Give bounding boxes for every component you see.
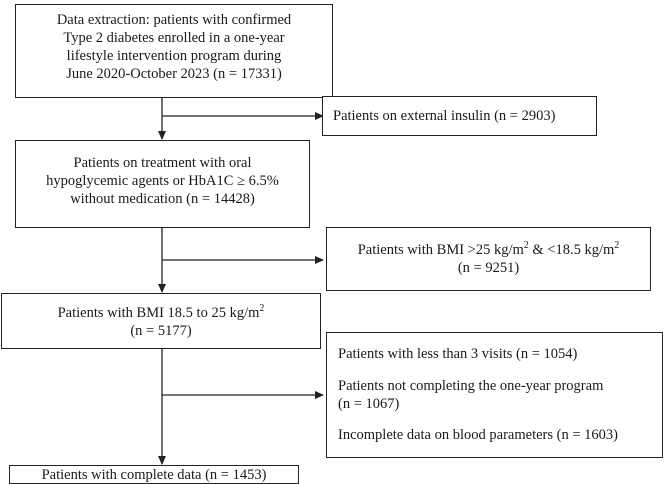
exclusion-external-insulin <box>322 96 597 136</box>
box1-line: June 2020-October 2023 (n = 17331) <box>66 66 282 82</box>
box1-line: lifestyle intervention program during <box>66 48 282 64</box>
exclusion-3-item: Incomplete data on blood parameters (n = 1603) <box>338 427 618 443</box>
exclusion-3-item: Patients not completing the one-year program <box>338 378 604 394</box>
box4-text: Patients with complete data (n = 1453) <box>41 467 267 483</box>
box1-line: Type 2 diabetes enrolled in a one-year <box>63 30 285 46</box>
box3-line-1: Patients with BMI 18.5 to 25 $kg/m^2$ <box>57 303 265 321</box>
box2-line: hypoglycemic agents or HbA1C ≥ 6.5% <box>46 173 279 189</box>
box2-line: without medication (n = 14428) <box>70 191 255 207</box>
exclusion-1-text: Patients on external insulin (n = 2903) <box>333 108 556 124</box>
box1-line: Data extraction: patients with confirmed <box>56 12 292 28</box>
exclusion-3-item: Patients with less than 3 visits (n = 1054) <box>338 346 578 362</box>
box-bmi-range <box>1 293 321 349</box>
box-oral-treatment <box>15 140 310 228</box>
exclusion-incomplete <box>326 332 663 458</box>
box2-line: Patients on treatment with oral <box>73 155 252 171</box>
exclusion-2-line-1: Patients with BMI >25 $kg/m^2$ & <18.5 $kg/m^2$ <box>357 240 620 258</box>
exclusion-3-item: (n = 1067) <box>338 396 400 412</box>
exclusion-2-line-2: (n = 9251) <box>457 260 520 276</box>
box-complete-data <box>9 465 299 484</box>
box3-line-2: (n = 5177) <box>130 323 192 339</box>
box-data-extraction <box>15 4 333 98</box>
exclusion-bmi <box>326 227 651 291</box>
